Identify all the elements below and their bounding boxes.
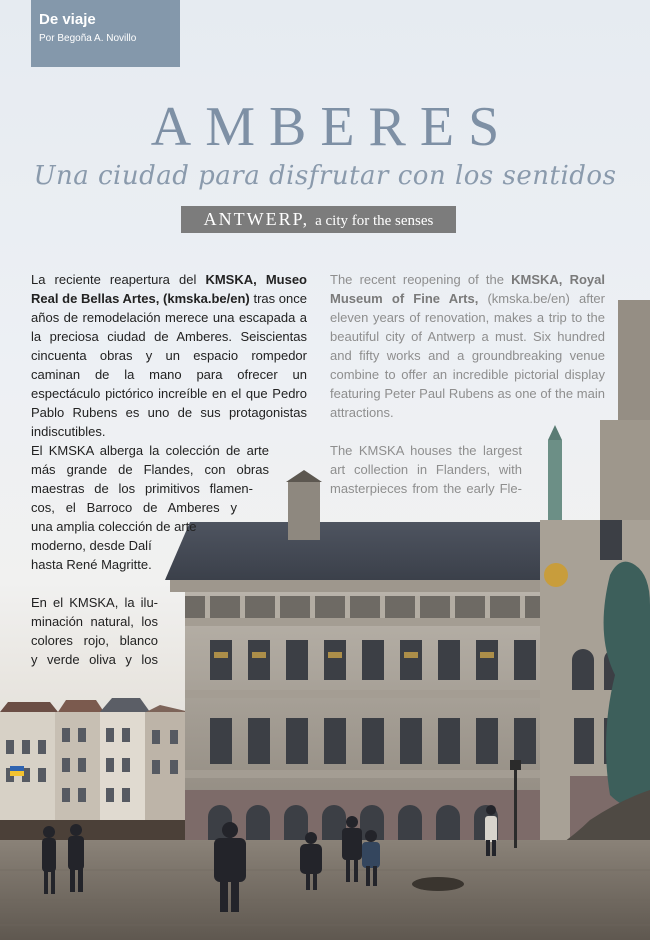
author-byline: Por Begoña A. Novillo [39, 33, 137, 44]
text-line: moderno, desde Dalí [31, 538, 152, 553]
text-run: tras once años de remodelación merece una escapada a la preciosa ciudad de Amberes. Seiscientas cincuenta obras y un espacio rompedor caminan de la mano para ofrecer un espectáculo pictórico increíble en el que Pedro Pablo Rubens es uno de sus protagonistas indiscutibles. [31, 291, 308, 439]
museum-name-en: KMSKA, Royal Museum of Fine Arts, [330, 272, 605, 306]
section-label: De viaje [39, 11, 96, 28]
text-run: (kmska.be/en) after eleven years of renovation, makes a trip to the beautiful city of Antwerp a must. Six hundred and fifty works and a groundbreaking venue combine to offer an incredible pictorial display featuring Peter Paul Rubens as one of the main attractions. [330, 291, 605, 420]
text-line: maestras de los primitivos flamen- [31, 481, 253, 496]
text-line: masterpieces from the early Fle- [330, 481, 522, 496]
text-line: hasta René Magritte. [31, 557, 152, 572]
page-title: AMBERES [150, 96, 514, 158]
english-paragraph-1 [330, 270, 605, 422]
english-title-bar [181, 206, 456, 233]
spanish-column [31, 270, 307, 441]
museum-name-es: KMSKA, Museo Real de Bellas Artes, (kmska.be/en) [31, 272, 308, 306]
left-houses [0, 698, 190, 842]
english-title-word: ANTWERP, [203, 209, 310, 229]
text-line: una amplia colección de arte [31, 519, 197, 534]
text-line: y verde oliva y los [31, 652, 158, 667]
text-line: En el KMSKA, la ilu- [31, 595, 158, 610]
text-run: The recent reopening of the [330, 272, 512, 287]
text-line: minación natural, los [31, 614, 158, 629]
english-paragraph-2 [330, 441, 522, 498]
text-line: colores rojo, blanco [31, 633, 158, 648]
spanish-paragraph-2 [31, 441, 269, 574]
text-line: cos, el Barroco de Amberes y [31, 500, 237, 515]
text-run: La reciente reapertura del [31, 272, 206, 287]
text-line: El KMSKA alberga la colección de arte [31, 443, 269, 458]
spanish-paragraph-1 [31, 270, 307, 441]
english-title-rest: a city for the senses [315, 213, 434, 229]
english-column [330, 270, 605, 422]
spanish-paragraph-3 [31, 593, 158, 669]
text-line: más grande de Flandes, con obras [31, 462, 269, 477]
page-subtitle: Una ciudad para disfrutar con los sentidos [33, 161, 617, 191]
section-badge [31, 0, 180, 67]
text-line: The KMSKA houses the largest [330, 443, 522, 458]
text-line: art collection in Flanders, with [330, 462, 522, 477]
